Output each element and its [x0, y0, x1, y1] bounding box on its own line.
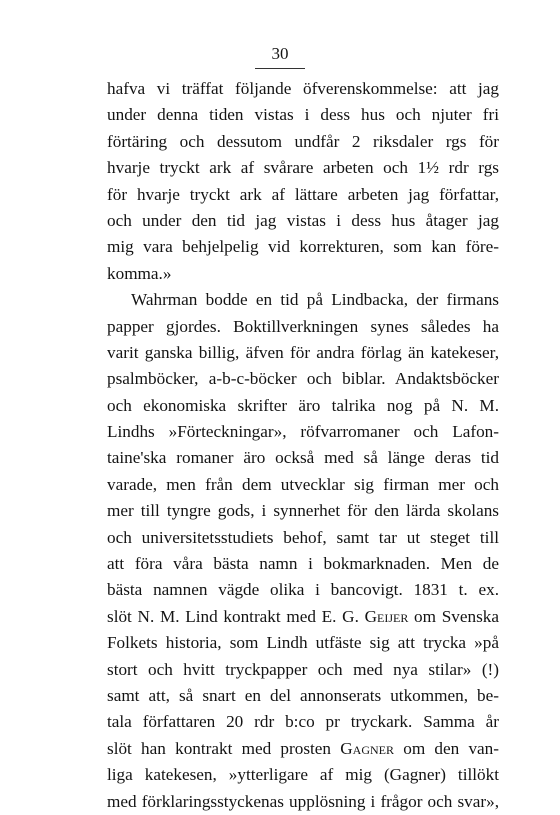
text-line: och under den tid jag vistas i dess hus åtager jag	[107, 210, 499, 230]
text-line	[107, 736, 499, 762]
text-line: med förklaringsstyckenas upplösning i frågor och svar»,	[107, 791, 499, 811]
text-line: liga katekesen, »ytterligare af mig (Gagner) tillökt	[107, 765, 499, 785]
text-line: Folkets historia, som Lindh utfäste sig att trycka »på	[107, 633, 499, 653]
author-name-gagner: Gagner	[340, 738, 394, 758]
text-line: stort och hvitt tryckpapper och med nya stilar» (!)	[107, 659, 499, 679]
text-line: varit ganska billig, äfven för andra förlag än katekeser,	[107, 342, 499, 362]
text-line: och ekonomiska skrifter äro talrika nog på N. M.	[107, 395, 499, 415]
text-line: psalmböcker, a-b-c-böcker och biblar. Andaktsböcker	[107, 369, 499, 389]
text-line: tala författaren 20 rdr b:co pr tryckark. Samma år	[107, 712, 499, 732]
page-number: 30	[271, 44, 289, 63]
body-text	[107, 76, 499, 815]
text-line: att föra våra bästa namn i bokmarknaden. Men de	[107, 554, 499, 574]
text-line: Lindhs »Förteckningar», röfvarromaner och Lafon-	[107, 422, 499, 442]
text-line: under denna tiden vistas i dess hus och njuter fri	[107, 105, 499, 125]
text-line: varade, men från dem utvecklar sig firman mer och	[107, 474, 499, 494]
text-line: och universitetsstudiets behof, samt tar ut steget till	[107, 527, 499, 547]
text-line: hvarje tryckt ark af svårare arbeten och 1½ rdr rgs	[107, 158, 499, 178]
text-line: för hvarje tryckt ark af lättare arbeten jag författar,	[107, 184, 499, 204]
text-line: samt att, så snart en del annonserats utkommen, be-	[107, 685, 499, 705]
paragraph-start-line: Wahrman bodde en tid på Lindbacka, der firmans	[131, 290, 499, 310]
text-line: mer till tyngre gods, i synnerhet för den lärda skolans	[107, 501, 499, 521]
text-line: papper gjordes. Boktillverkningen synes således ha	[107, 316, 499, 336]
text-line: förtäring och dessutom undfår 2 riksdaler rgs för	[107, 131, 499, 151]
text-line: taine'ska romaner äro också med så länge deras tid	[107, 448, 499, 468]
page-number-underline	[255, 68, 305, 69]
text-line: hafva vi träffat följande öfverenskommelse: att jag	[107, 79, 499, 98]
paragraph-end-line: komma.»	[107, 263, 172, 283]
author-name-geijer: Geijer	[364, 606, 409, 626]
text-line	[107, 604, 499, 630]
text-segment: om Svenska	[408, 606, 499, 626]
text-segment: om den van-	[394, 738, 499, 758]
text-line: bästa namnen vägde olika i bancovigt. 1831 t. ex.	[107, 580, 499, 600]
text-line: mig vara behjelpelig vid korrekturen, som kan före-	[107, 237, 499, 257]
text-segment: slöt N. M. Lind kontrakt med E. G.	[107, 606, 365, 626]
text-segment: slöt han kontrakt med prosten	[107, 738, 341, 758]
